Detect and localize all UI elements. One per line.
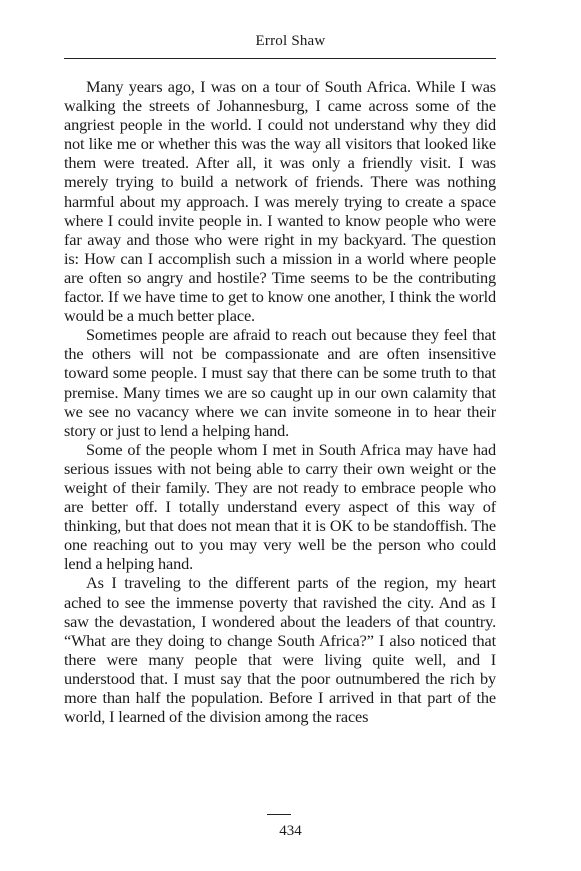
footer-rule [267, 814, 291, 815]
paragraph-1: Many years ago, I was on a tour of South Africa. While I was walking the streets of Johannesburg, I came across some of the angriest people in the world. I could not understand why they did not like me or whether this was the way all visitors that looked like them were treated. After all, it was only a friendly visit. I was merely trying to build a network of friends. There was nothing harmful about my approach. I was merely trying to create a space where I could invite people in. I wanted to know people who were far away and those who were right in my backyard. The question is: How can I accomplish such a mission in a world where people are often so angry and hostile? Time seems to be the contributing factor. If we have time to get to know one another, I think the world would be a much better place. [64, 77, 496, 326]
paragraph-4: As I traveling to the different parts of the region, my heart ached to see the immense poverty that ravished the city. And as I saw the devastation, I wondered about the leaders of that country. “What are they doing to change South Africa?” I also noticed that there were many people that were living quite well, and I understood that. I must say that the poor outnumbered the rich by more than half the population. Before I arrived in that part of the world, I learned of the division among the races [64, 573, 496, 727]
paragraph-2: Sometimes people are afraid to reach out because they feel that the others will not be compassionate and are often insensitive toward some people. I must say that there can be some truth to that premise. Many times we are so caught up in our own calamity that we see no vacancy where we can invite someone in to hear their story or just to lend a helping hand. [64, 325, 496, 440]
page-number: 434 [279, 823, 302, 839]
header-rule [64, 58, 496, 59]
paragraph-3: Some of the people whom I met in South Africa may have had serious issues with not being able to carry their own weight or the weight of their family. They are not ready to embrace people who are better off. I totally understand every aspect of this way of thinking, but that does not mean that it is OK to be standoffish. The one reaching out to you may very well be the person who could lend a helping hand. [64, 439, 496, 574]
running-header-author: Errol Shaw [255, 33, 326, 49]
body-text [64, 77, 496, 726]
